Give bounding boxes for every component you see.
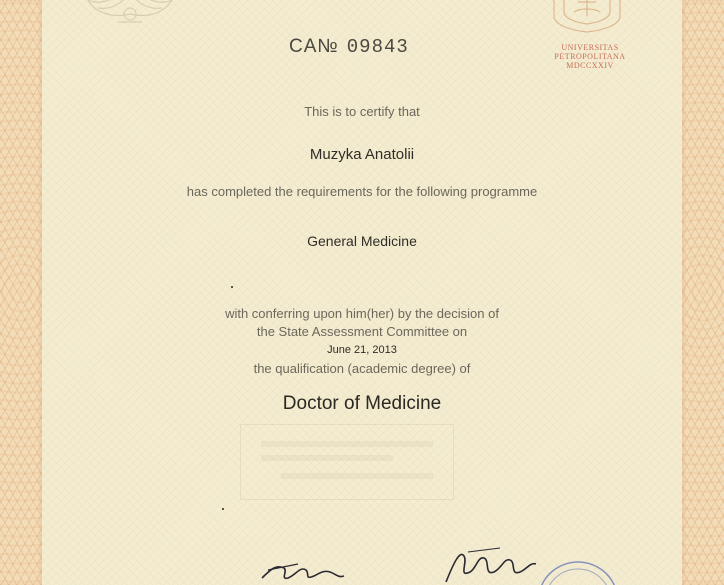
conferring-line-2: the State Assessment Committee on [256,324,468,339]
right-signature [440,542,540,585]
qualification-line: the qualification (academic degree) of [253,361,471,376]
degree-title: Doctor of Medicine [282,393,442,414]
certify-line: This is to certify that [304,104,420,119]
round-seal-icon [528,558,628,585]
completed-line: has completed the requirements for the following programme [186,184,538,199]
double-eagle-emblem-icon [80,0,180,28]
holder-name: Muzyka Anatolii [309,146,415,163]
certificate-number-value: 09843 [346,36,409,58]
programme-name: General Medicine [307,233,417,249]
faint-stamp-area [240,424,454,500]
decision-date: June 21, 2013 [327,344,397,356]
university-crest-icon [548,0,626,34]
ink-speck [231,286,233,288]
left-signature [258,540,348,585]
conferring-line-1: with conferring upon him(her) by the decision of [225,306,499,321]
right-guilloche-border [682,0,724,585]
left-guilloche-border [0,0,42,585]
university-motto-line-2: PETROPOLITANA [554,52,626,61]
certificate-number-prefix: CA№ [289,36,339,57]
certificate-number [289,36,409,58]
ink-speck [222,508,224,510]
university-motto-line-1: UNIVERSITAS [561,43,619,52]
university-motto-line-3: MDCCXXIV [566,61,614,70]
